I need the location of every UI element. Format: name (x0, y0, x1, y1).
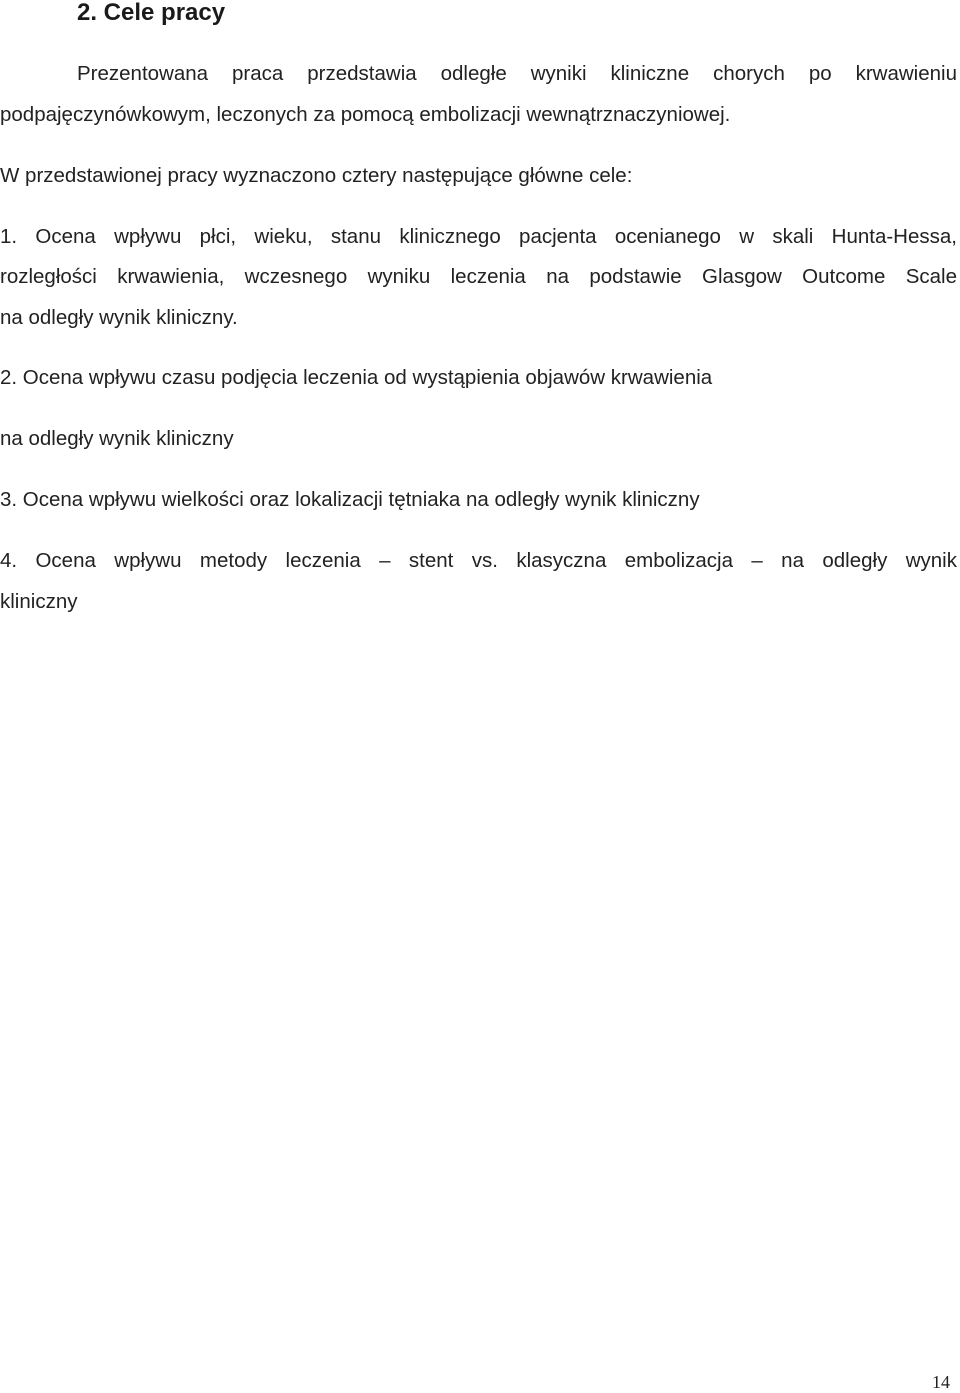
intro-line-1: Prezentowana praca przedstawia odległe wyniki kliniczne chorych po krwawieniu (77, 62, 957, 85)
goal-4-line-2: kliniczny (0, 590, 78, 613)
page-number: 14 (932, 1372, 950, 1392)
goal-2-line-1: 2. Ocena wpływu czasu podjęcia leczenia od wystąpienia objawów krwawienia (0, 366, 713, 389)
intro-line-2: podpajęczynówkowym, leczonych za pomocą embolizacji wewnątrznaczyniowej. (0, 103, 731, 126)
goal-2-line-2: na odległy wynik kliniczny (0, 427, 234, 450)
goal-1-line-1: 1. Ocena wpływu płci, wieku, stanu klinicznego pacjenta ocenianego w skali Hunta-Hessa, (0, 225, 957, 248)
goal-4-line-1: 4. Ocena wpływu metody leczenia – stent vs. klasyczna embolizacja – na odległy wynik (0, 549, 957, 572)
goal-1-line-2: rozległości krwawienia, wczesnego wyniku leczenia na podstawie Glasgow Outcome Scale (0, 265, 957, 288)
intro-line-3: W przedstawionej pracy wyznaczono cztery następujące główne cele: (0, 164, 633, 187)
goal-3-line-1: 3. Ocena wpływu wielkości oraz lokalizacji tętniaka na odległy wynik kliniczny (0, 488, 700, 511)
section-heading: 2. Cele pracy (77, 0, 226, 26)
goal-1-line-3: na odległy wynik kliniczny. (0, 306, 238, 329)
